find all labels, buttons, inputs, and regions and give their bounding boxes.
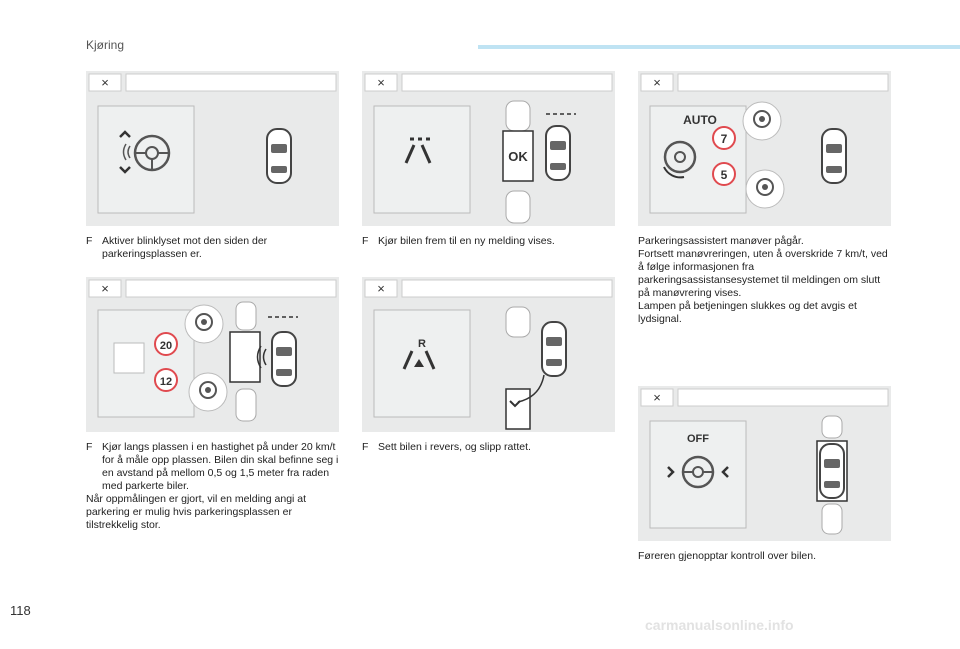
close-icon: × xyxy=(377,281,385,296)
caption-line: Lampen på betjeningen slukkes og det avgis et lydsignal. xyxy=(638,300,857,325)
bullet-marker: F xyxy=(362,441,369,453)
panel-drive-forward xyxy=(362,71,615,226)
car-icon xyxy=(542,322,566,376)
panel-driver-regains-control xyxy=(638,386,891,541)
panel-measure-space xyxy=(86,277,339,432)
caption-activate-indicator: F Aktiver blinklyset mot den siden der parkeringsplassen er. xyxy=(86,235,268,260)
footer-watermark: carmanualsonline.info xyxy=(645,617,794,633)
caption-drive-forward: F Kjør bilen frem til en ny melding vises. xyxy=(362,235,555,247)
caption-reverse: F Sett bilen i revers, og slipp rattet. xyxy=(362,441,531,453)
bullet-marker: F xyxy=(86,441,93,453)
car-icon xyxy=(820,444,844,498)
caption-driver-regains-control: Føreren gjenopptar kontroll over bilen. xyxy=(638,550,817,562)
panel-assisted-maneuver xyxy=(638,71,891,226)
speed-limit-low: 5 xyxy=(720,168,728,182)
caption-line: Fortsett manøvreringen, uten å overskride 7 km/t, ved å følge informasjonen fra parkeringsassistansesystemet til meldingen om slutt på manøvrering vises. xyxy=(638,248,888,299)
close-icon: × xyxy=(653,390,661,405)
car-icon xyxy=(822,129,846,183)
bullet-marker: F xyxy=(362,235,369,247)
close-icon: × xyxy=(101,75,109,90)
section-title: Kjøring xyxy=(86,38,125,52)
auto-label: AUTO xyxy=(683,113,717,127)
car-icon xyxy=(272,332,296,386)
close-icon: × xyxy=(653,75,661,90)
car-icon xyxy=(546,126,570,180)
panel-reverse xyxy=(362,277,615,432)
header-bar xyxy=(478,45,960,49)
caption-measure-space: F Kjør langs plassen i en hastighet på under 20 km/t for å måle opp plassen. Bilen din skal befinne seg i en avstand på mellom 0,5 og 1,5 meter fra raden med parkerte biler. Når oppmålingen er gjort, vil en melding angi at parkering er mulig hvis parkeringsplassen er tilstrekkelig stor. xyxy=(86,441,339,531)
speed-limit-high: 7 xyxy=(720,132,728,146)
reverse-label: R xyxy=(418,338,426,350)
caption-assisted-maneuver xyxy=(638,235,894,326)
off-label: OFF xyxy=(687,433,709,445)
close-icon: × xyxy=(101,281,109,296)
speed-limit-low: 12 xyxy=(159,376,173,388)
close-icon: × xyxy=(377,75,385,90)
caption-line: Parkeringsassistert manøver pågår. xyxy=(638,235,804,247)
page-number: 118 xyxy=(10,603,31,618)
car-icon xyxy=(267,129,291,183)
speed-limit-high: 20 xyxy=(159,340,173,352)
bullet-marker: F xyxy=(86,235,93,247)
ok-label: OK xyxy=(508,149,528,164)
panel-activate-indicator xyxy=(86,71,339,226)
